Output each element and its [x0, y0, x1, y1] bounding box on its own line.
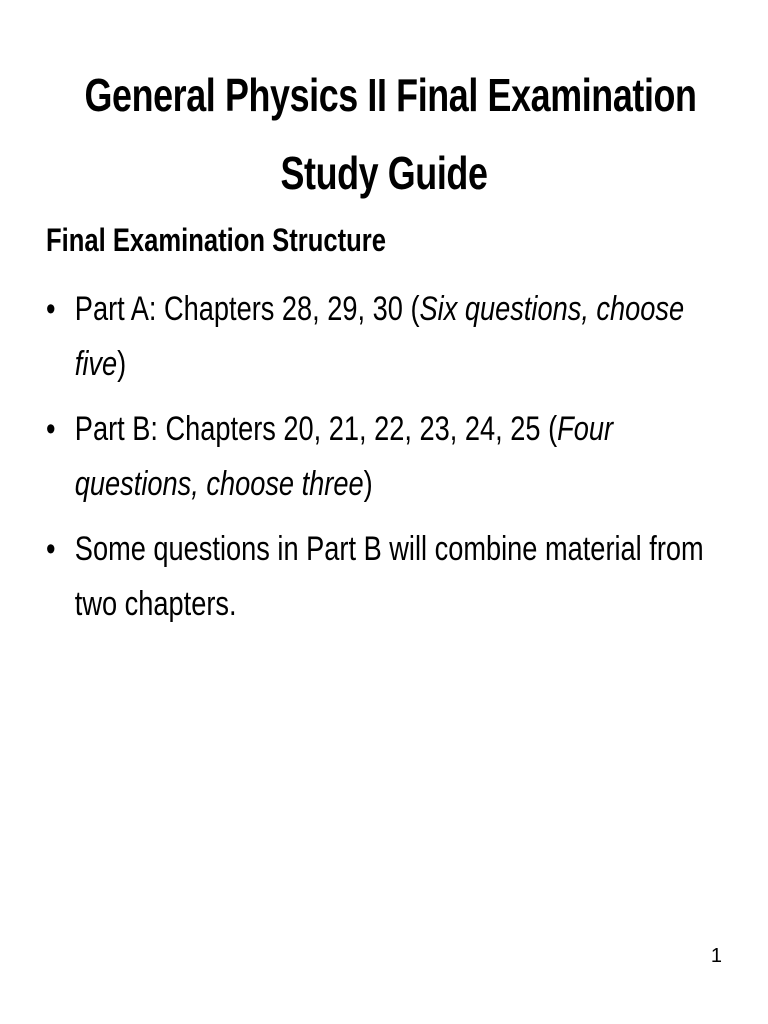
bullet-text-prefix: Part B: Chapters 20, 21, 22, 23, 24, 25 (: [74, 410, 558, 448]
bullet-text-italic: Four questions, choose three: [74, 410, 614, 503]
bullet-icon: •: [46, 410, 56, 448]
page-title: [84, 56, 697, 212]
bullet-list: [46, 282, 734, 642]
bullet-text-prefix: Part A: Chapters 28, 29, 30 (: [74, 290, 420, 328]
bullet-text-italic: Six questions, choose five: [74, 290, 685, 383]
bullet-item-part-b: [46, 402, 734, 512]
bullet-text: [75, 410, 613, 503]
bullet-text: [75, 290, 684, 383]
bullet-item-part-a: [46, 282, 734, 392]
page-number: 1: [710, 945, 722, 967]
bullet-icon: •: [46, 290, 56, 328]
section-heading: Final Examination Structure: [46, 222, 386, 258]
bullet-text-suffix: ): [363, 465, 373, 503]
bullet-icon: •: [46, 530, 56, 568]
title-line-2: Study Guide: [280, 147, 488, 199]
bullet-text-prefix: Some questions in Part B will combine material from two chapters.: [74, 530, 704, 623]
title-line-1: General Physics II Final Examination: [84, 69, 697, 121]
bullet-item-combined: [46, 522, 734, 632]
bullet-text: [75, 530, 704, 623]
bullet-text-suffix: ): [117, 345, 127, 383]
